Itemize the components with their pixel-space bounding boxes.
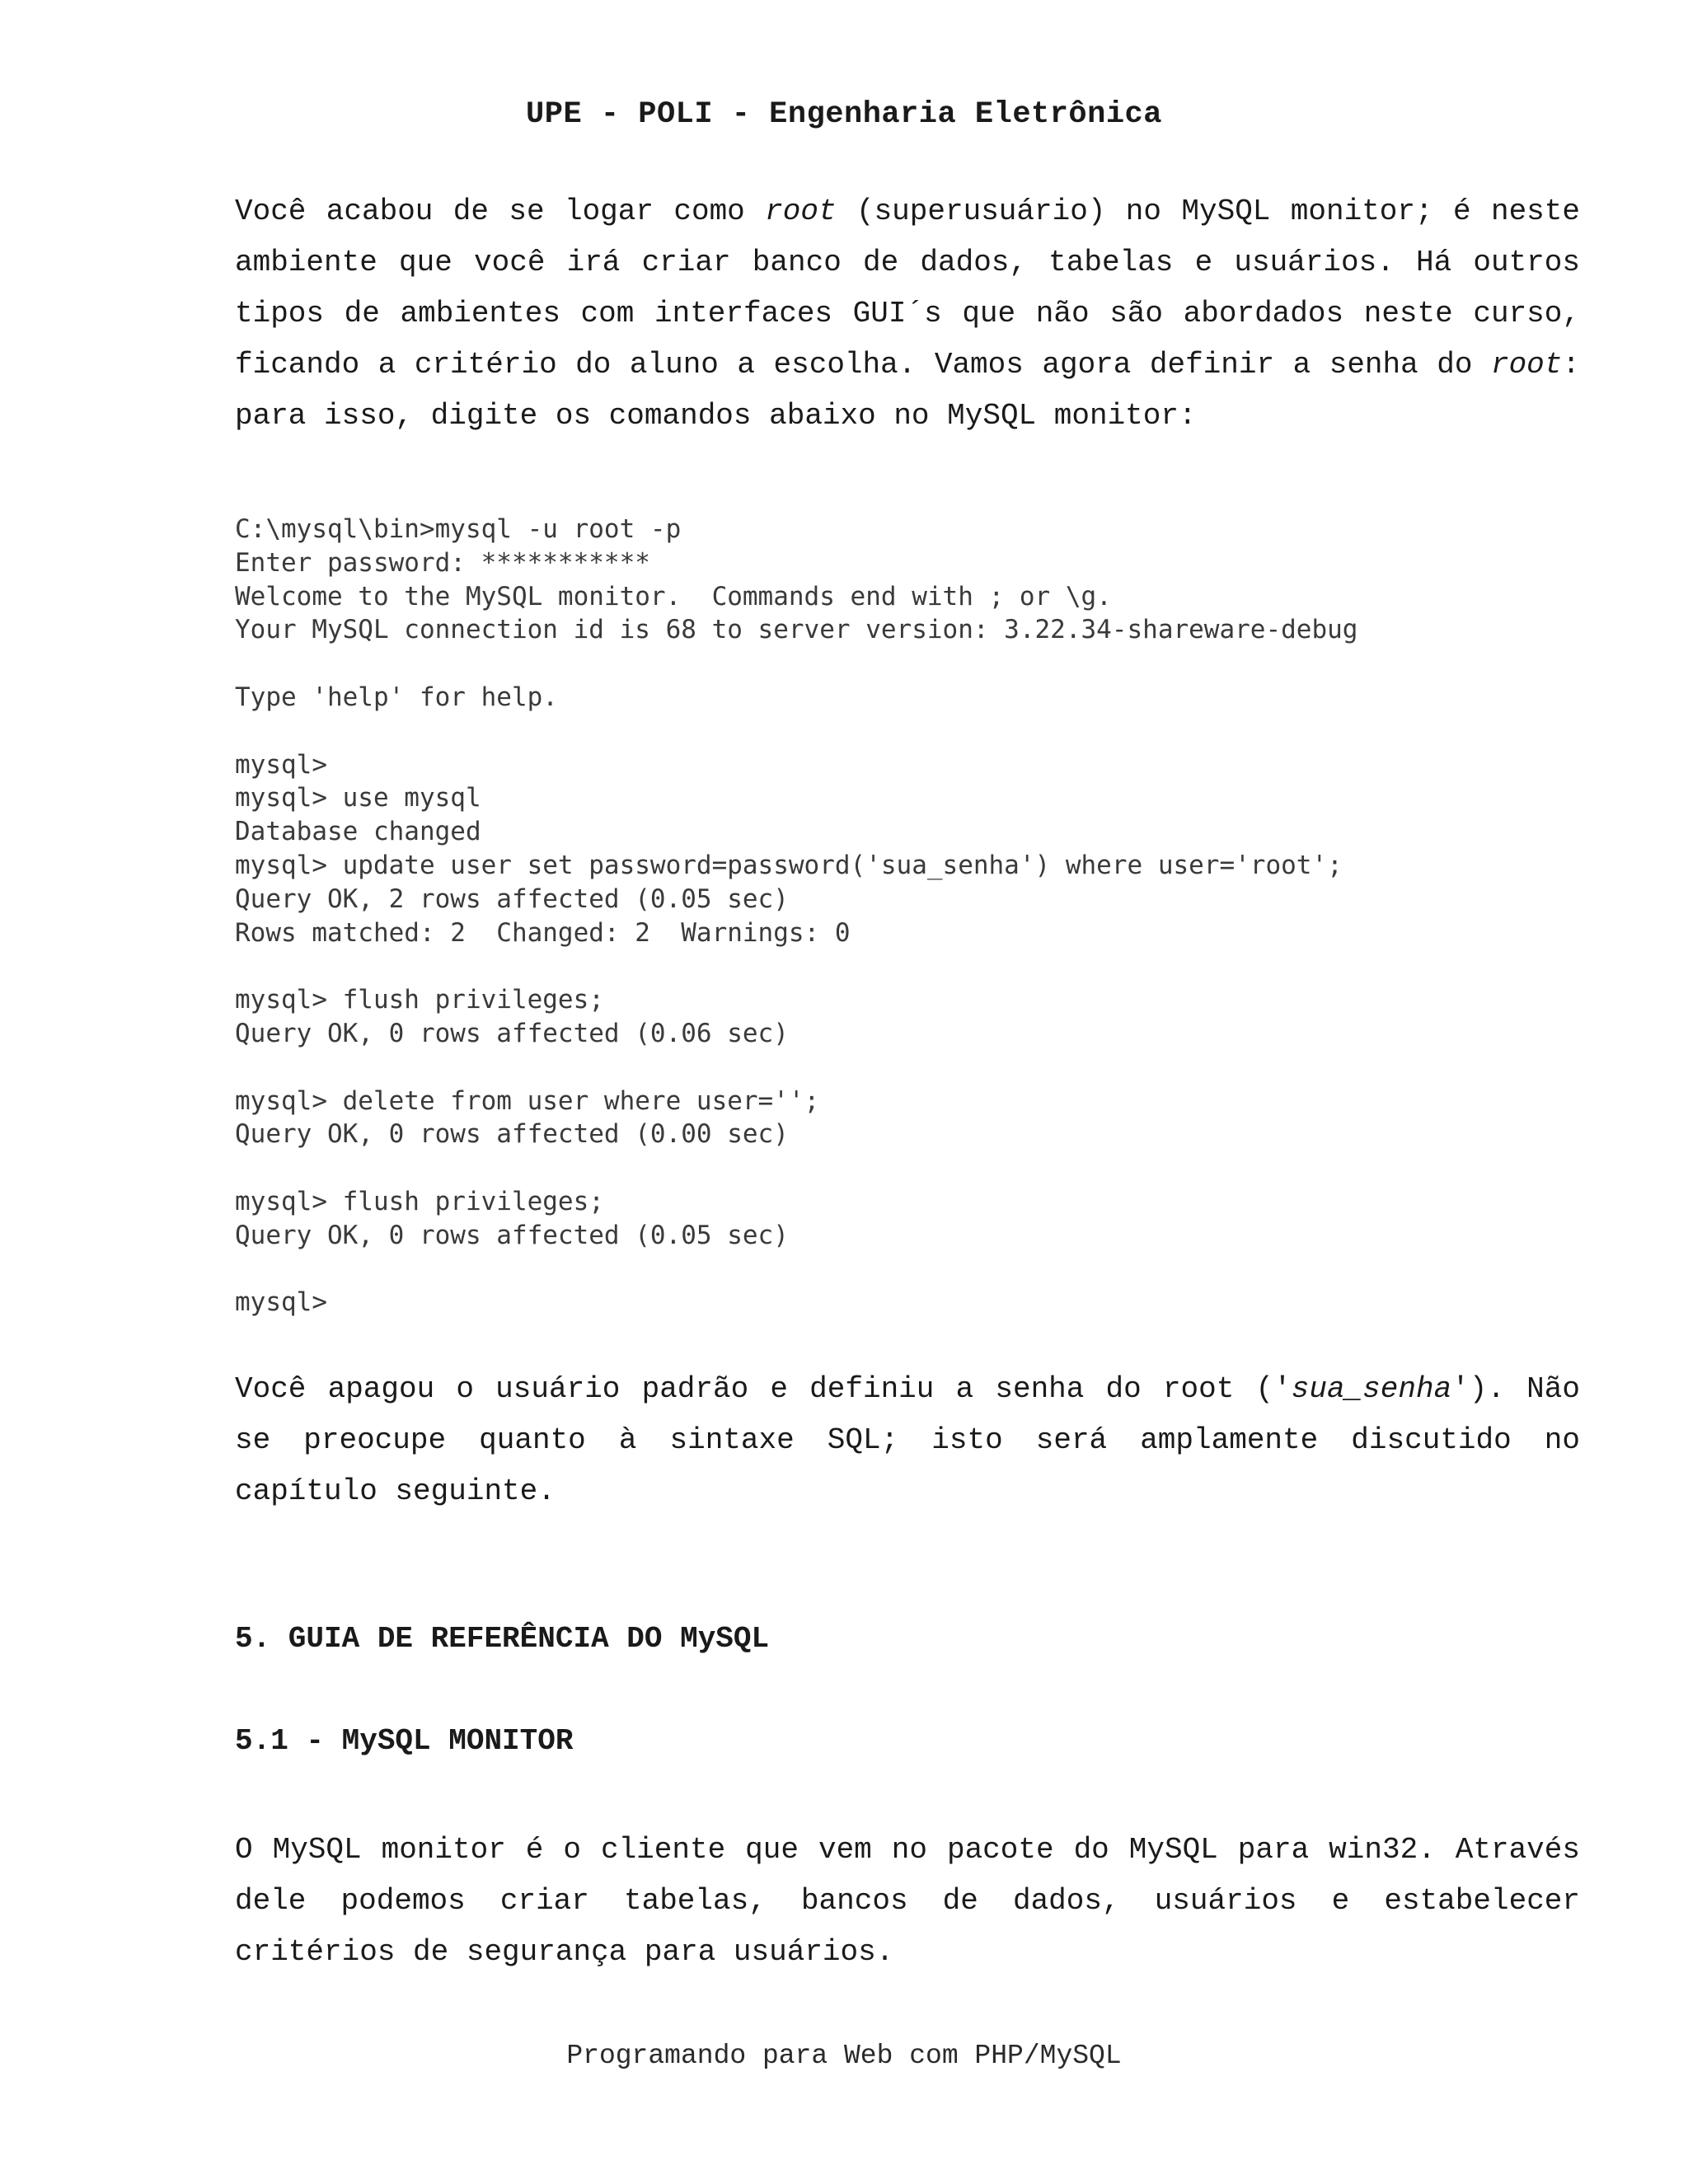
after-text-1: Você apagou o usuário padrão e definiu a senha do root (' [235,1372,1292,1406]
terminal-line: Query OK, 2 rows affected (0.05 sec) [235,883,789,914]
terminal-line: Type 'help' for help. [235,682,558,712]
section-heading-5: 5. GUIA DE REFERÊNCIA DO MySQL [235,1622,770,1656]
terminal-line: mysql> flush privileges; [235,1186,604,1216]
intro-text-3: : para isso, digite os comandos abaixo no MySQL monitor: [235,348,1580,433]
password-italic: sua_senha [1291,1372,1452,1406]
intro-text-2: (superusuário) no MySQL monitor; é neste ambiente que você irá criar banco de dados, tabelas e usuários. Há outros tipos de ambientes com interfaces GUI´s que não são abordados neste curso, ficando a critério do aluno a escolha. Vamos agora definir a senha do [235,194,1580,382]
terminal-line: mysql> [235,1287,327,1318]
after-text-2: '). Não se preocupe quanto à sintaxe SQL; isto será amplamente discutido no capítulo seguinte. [235,1372,1580,1508]
terminal-output [235,513,1580,1319]
intro-text-1: Você acabou de se logar como [235,194,766,228]
terminal-blank-line [235,1253,1580,1286]
terminal-line: Query OK, 0 rows affected (0.05 sec) [235,1220,789,1250]
intro-paragraph [235,186,1580,442]
terminal-blank-line [235,715,1580,748]
terminal-line: mysql> use mysql [235,783,481,813]
terminal-line: C:\mysql\bin>mysql -u root -p [235,514,682,544]
terminal-line: mysql> [235,749,327,780]
terminal-blank-line [235,1151,1580,1185]
terminal-line: Database changed [235,817,481,847]
terminal-blank-line [235,647,1580,681]
terminal-line: Your MySQL connection id is 68 to server version: 3.22.34-shareware-debug [235,615,1358,645]
terminal-line: Enter password: *********** [235,547,650,578]
page-header: UPE - POLI - Engenharia Eletrônica [526,97,1162,132]
terminal-line: mysql> delete from user where user=''; [235,1085,820,1116]
intro-root-italic-2: root [1490,348,1563,382]
terminal-line: mysql> flush privileges; [235,985,604,1015]
page-footer: Programando para Web com PHP/MySQL [566,2041,1122,2071]
section-heading-5-1: 5.1 - MySQL MONITOR [235,1724,574,1758]
terminal-line: Welcome to the MySQL monitor. Commands end with ; or \g. [235,581,1112,612]
terminal-blank-line [235,949,1580,983]
terminal-line: Query OK, 0 rows affected (0.06 sec) [235,1018,789,1048]
terminal-blank-line [235,1051,1580,1085]
intro-root-italic-1: root [765,194,837,228]
after-paragraph [235,1364,1580,1517]
terminal-line: Rows matched: 2 Changed: 2 Warnings: 0 [235,917,851,948]
terminal-line: mysql> update user set password=password('sua_senha') where user='root'; [235,850,1343,880]
terminal-line: Query OK, 0 rows affected (0.00 sec) [235,1119,789,1150]
monitor-paragraph: O MySQL monitor é o cliente que vem no pacote do MySQL para win32. Através dele podemos criar tabelas, bancos de dados, usuários e estabelecer critérios de segurança para usuários. [235,1833,1580,1969]
